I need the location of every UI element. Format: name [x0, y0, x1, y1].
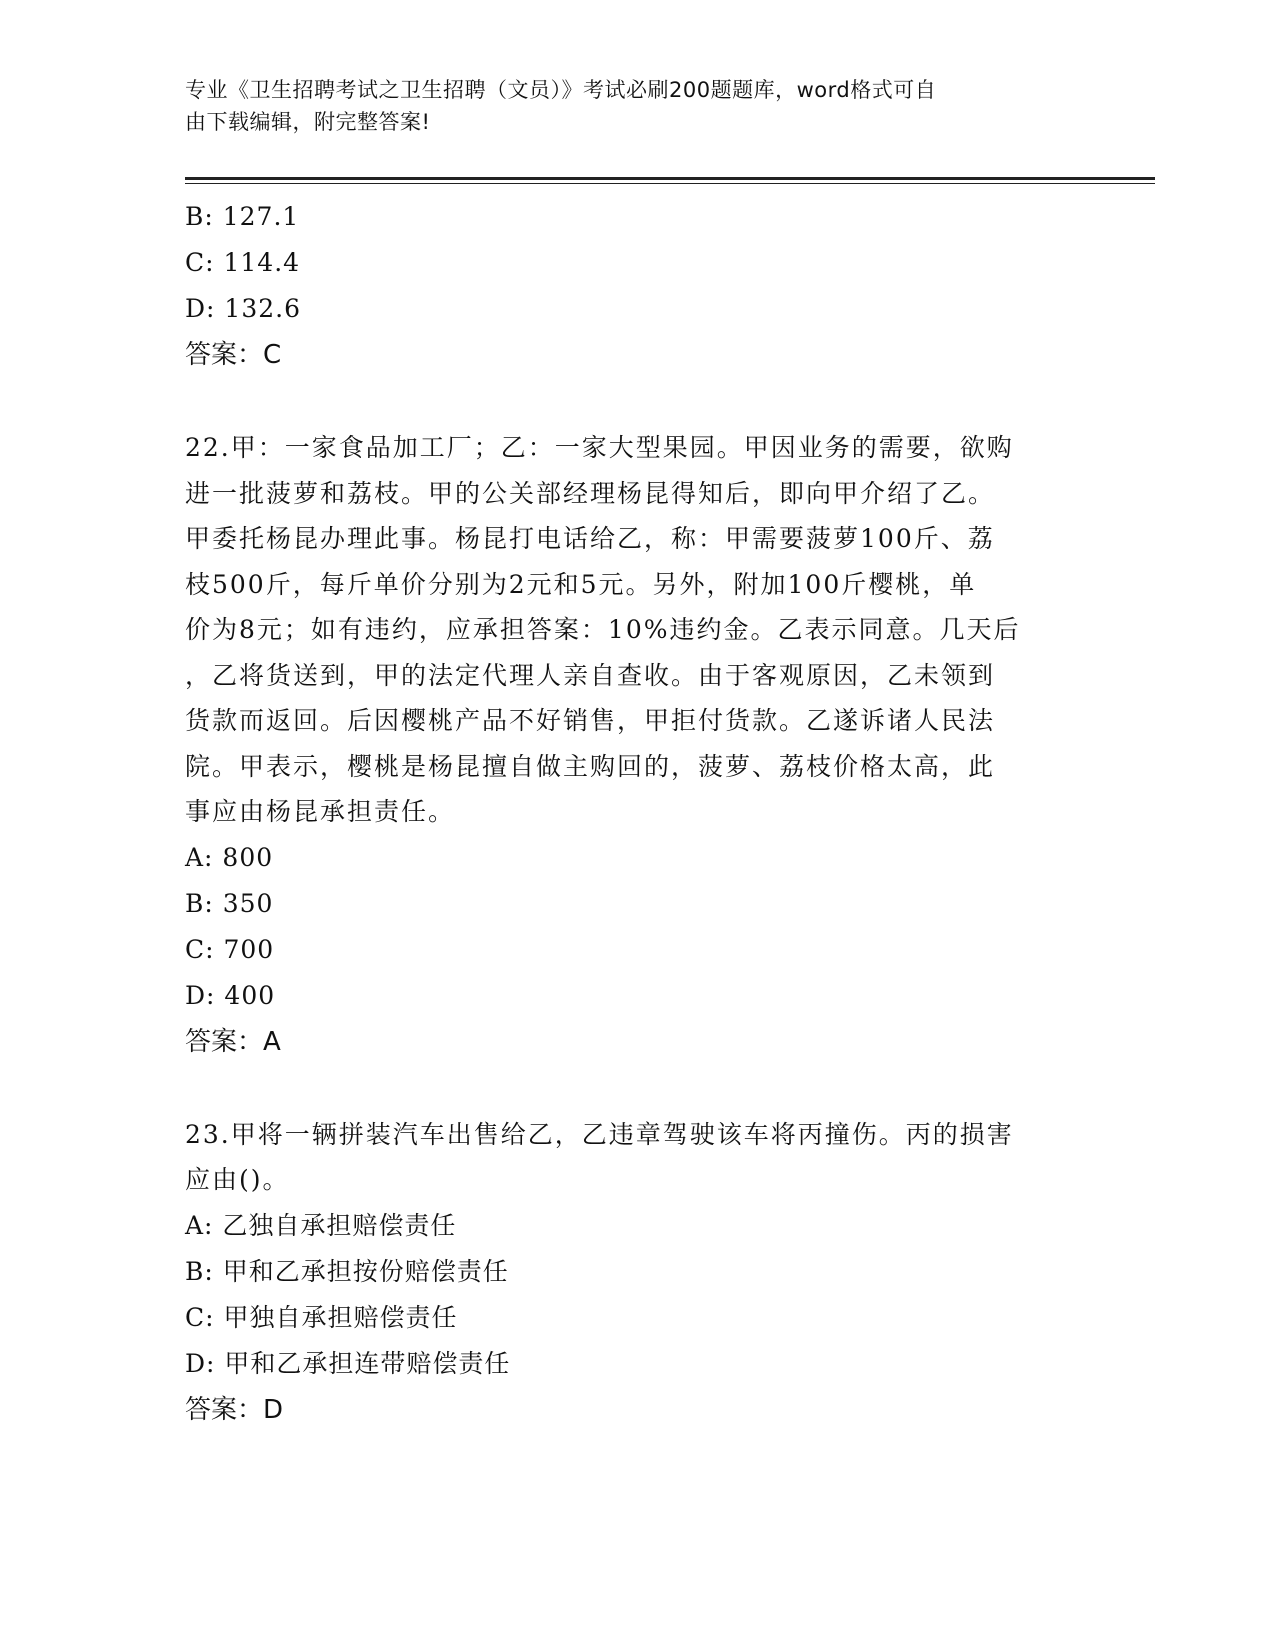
- option-b: B: 甲和乙承担按份赔偿责任: [185, 1256, 509, 1286]
- question-line: ，乙将货送到，甲的法定代理人亲自查收。由于客观原因，乙未领到: [185, 660, 996, 690]
- answer-line: 答案：A: [185, 1026, 281, 1057]
- answer-line: 答案：D: [185, 1394, 284, 1425]
- question-23: [185, 1112, 1065, 1433]
- question-line: 应由()。: [185, 1165, 290, 1194]
- question-line: 价为8元；如有违约，应承担答案：10%违约金。乙表示同意。几天后: [185, 615, 1021, 644]
- document-body: [185, 194, 1065, 1433]
- question-text: [185, 425, 1065, 835]
- option-c: C: 114.4: [185, 248, 301, 277]
- option-c: C: 700: [185, 934, 275, 964]
- option-a: A: 800: [185, 842, 274, 872]
- header-divider-thick: [185, 177, 1155, 180]
- header-divider-thin: [185, 183, 1155, 184]
- question-line: 进一批菠萝和荔枝。甲的公关部经理杨昆得知后，即向甲介绍了乙。: [185, 478, 996, 508]
- question-21-tail: [185, 194, 1065, 378]
- option-d: D: 132.6: [185, 294, 301, 323]
- option-d: D: 400: [185, 980, 276, 1010]
- header-line-1: 专业《卫生招聘考试之卫生招聘（文员）》考试必刷200题题库，word格式可自: [185, 78, 937, 102]
- page-header: [185, 74, 1065, 138]
- option-d: D: 甲和乙承担连带赔偿责任: [185, 1348, 511, 1378]
- question-line: 院。甲表示，樱桃是杨昆擅自做主购回的，菠萝、荔枝价格太高，此: [185, 751, 996, 781]
- option-b: B: 127.1: [185, 202, 300, 231]
- question-line: 枝500斤，每斤单价分别为2元和5元。另外，附加100斤樱桃，单: [185, 569, 977, 599]
- option-b: B: 350: [185, 888, 274, 918]
- answer-line: 答案：C: [185, 340, 282, 370]
- spacer: [185, 1065, 1065, 1112]
- option-c: C: 甲独自承担赔偿责任: [185, 1302, 458, 1332]
- question-line: 事应由杨昆承担责任。: [185, 797, 456, 826]
- spacer: [185, 378, 1065, 425]
- question-line: 货款而返回。后因樱桃产品不好销售，甲拒付货款。乙遂诉诸人民法: [185, 706, 996, 735]
- header-line-2: 由下载编辑，附完整答案!: [185, 110, 431, 134]
- question-text: [185, 1112, 1065, 1203]
- question-line: 22.甲：一家食品加工厂；乙：一家大型果园。甲因业务的需要，欲购: [185, 433, 1014, 462]
- question-line: 甲委托杨昆办理此事。杨昆打电话给乙，称：甲需要菠萝100斤、荔: [185, 524, 995, 553]
- question-22: [185, 425, 1065, 1065]
- question-line: 23.甲将一辆拼装汽车出售给乙，乙违章驾驶该车将丙撞伤。丙的损害: [185, 1119, 1014, 1149]
- option-a: A: 乙独自承担赔偿责任: [185, 1210, 457, 1240]
